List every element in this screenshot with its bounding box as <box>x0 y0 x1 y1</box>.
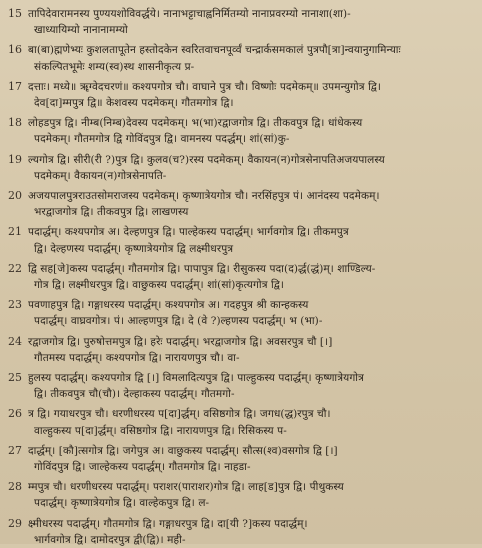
entry-text <box>28 115 476 147</box>
text-line: देव[दा]म्मपुत्र द्वि॥ केशवस्य पदमेकम्। गौतमगोत्र द्वि। <box>34 97 234 110</box>
text-line: संकल्पितभूमेः शम्य(स्व)स्थ शासनीकृत्य प्र- <box>34 60 195 73</box>
inscription-entry <box>8 115 476 147</box>
text-line: क्ष्मीधरस्य पदार्द्धम्। गौतमगोत्र द्वि। गङ्गाधरपुत्र द्वि। दा[यी ?]कस्य पदार्द्धम्। <box>28 517 308 530</box>
inscription-entry <box>8 79 476 111</box>
inscription-entry <box>8 479 476 511</box>
entry-text <box>28 42 476 74</box>
entry-text <box>28 297 476 329</box>
text-line: अजयपालपुत्रराउतसोमराजस्य पदमेकम्। कृष्णात्रेयगोत्र चौ। नरसिंहपुत्र पं। आनंदस्य पदमेकम्। <box>28 190 380 203</box>
entry-text <box>28 334 476 366</box>
text-line: खाध्यायिम्यो नानानामम्यो <box>34 24 128 37</box>
text-line: पदमेकम्। वैकायन(न)गोत्रसेनापति- <box>34 169 167 182</box>
inscription-entry <box>8 152 476 184</box>
text-line: दार्द्धम्। [कौ]त्सगोत्र द्वि। जगेपुत्र अ। वाछुकस्य पदार्द्धम्। सौत्स(श्व)वसगोत्र द्वि [।] <box>28 444 338 457</box>
line-number: 21 <box>8 225 22 239</box>
entry-text <box>28 79 476 111</box>
inscription-entry <box>8 334 476 366</box>
inscription-entry <box>8 42 476 74</box>
line-number: 20 <box>8 189 22 203</box>
line-number: 24 <box>8 334 22 348</box>
inscription-entry <box>8 516 476 548</box>
inscription-entry <box>8 261 476 293</box>
line-number: 28 <box>8 480 22 494</box>
text-line: पदमेकम्। गौतमगोत्र द्वि गोविंदपुत्र द्वि। वामनस्य पदर्द्धम्। शां(सां)कु- <box>34 133 290 146</box>
text-line: द्वि। तीकवपुत्र चौ(चौ)। देल्हाकस्य पदार्द्धम्। गौतमगो- <box>34 388 235 401</box>
text-line: ल्यगोत्र द्वि। सीरी(री ?)पुत्र द्वि। कुलव(च?)रस्य पदमेकम्। वैकायन(न)गोत्रसेनापतिअजयपालस्य <box>28 153 385 166</box>
line-number: 25 <box>8 371 22 385</box>
text-line: द्वि। देल्हणस्य पदार्द्धम्। कृष्णात्रेयगोत्र द्वि लक्ष्मीधरपुत्र <box>34 242 234 255</box>
entry-text <box>28 261 476 293</box>
entry-text <box>28 406 476 438</box>
text-line: हुलस्य पदार्द्धम्। कश्यपगोत्र द्वि [।] विमलादित्यपुत्र द्वि। पाल्हुकस्य पदार्द्धम्। कृष्णात्रेयगोत्र <box>28 372 364 385</box>
line-number: 16 <box>8 43 22 57</box>
entry-text <box>28 516 476 548</box>
inscription-entry <box>8 406 476 438</box>
entry-text <box>28 443 476 475</box>
text-line: लोहडपुत्र द्वि। नीम्ब(निम्ब)देवस्य पदमेकम्। भ(भा)रद्वाजगोत्र द्वि। तीकवपुत्र द्वि। धांधेकस्य <box>28 117 363 130</box>
text-line: गौतमस्य पदार्द्धम्। कश्यपगोत्र द्वि। नारायणपुत्र चौ। वा- <box>34 351 240 364</box>
text-line: भरद्वाजगोत्र द्वि। तीकवपुत्र द्वि। लाखणस्य <box>34 206 189 219</box>
text-line: पदार्द्धम्। वाघ्रवगोत्र। पं। आल्हणपुत्र द्वि। दे (वे ?)ल्हणस्य पदार्द्धम्। भ (भा)- <box>34 315 323 328</box>
line-number: 18 <box>8 116 22 130</box>
text-line: भार्गवगोत्र द्वि। दामोदरपुत्र द्वी(द्वि)। मही- <box>34 533 186 546</box>
text-line: गोत्र द्वि। लक्ष्मीधरपुत्र द्वि। वाछुकस्य पदार्द्धम्। शां(सां)कृत्यगोत्र द्वि। <box>34 279 284 292</box>
line-number: 15 <box>8 7 22 20</box>
inscription-entry <box>8 370 476 402</box>
entry-text <box>28 479 476 511</box>
line-number: 29 <box>8 516 22 530</box>
line-number: 17 <box>8 79 22 93</box>
inscription-entry <box>8 6 476 38</box>
text-line: दत्ताः। मध्ये॥ ॠग्वेदचरणं॥ कश्यपगोत्र चौ। वाघाने पुत्र चौ। विष्णोः पदमेकम्॥ उपमन्युगोत्र द्वि। <box>28 80 382 93</box>
inscription-entry <box>8 224 476 256</box>
text-line: त्र द्वि। गयाधरपुत्र चौ। धरणीधरस्य प[दा]र्द्धम्। वसिष्ठगोत्र द्वि। जगध(द्ध)रपुत्र चौ। <box>28 408 331 421</box>
text-line: द्वि सह[जे]कस्य पदार्द्धम्। गौतमगोत्र द्वि। पापापुत्र द्वि। रीसुकस्य पदा(द)र्द्ध(द्धं)म्। शाण्डिल्य- <box>28 262 376 275</box>
line-number: 27 <box>8 443 22 457</box>
line-number: 26 <box>8 407 22 421</box>
text-line: पवणाहपुत्र द्वि। गङ्गाधरस्य पदार्द्धम्। कश्यपगोत्र अ। गदहपुत्र श्री कान्हकस्य <box>28 299 309 312</box>
inscription-entry <box>8 297 476 329</box>
entry-text <box>28 6 476 38</box>
line-number: 19 <box>8 152 22 166</box>
text-line: तापिदेवारामनस्य पुण्ययशोविवर्द्धये। नानाभट्टाचाह्वनिर्मितम्यो नानाप्रवरम्यो नानाशा(शा)- <box>28 8 351 20</box>
entry-text <box>28 188 476 220</box>
entry-text <box>28 370 476 402</box>
line-number: 22 <box>8 261 22 275</box>
inscription-entry <box>8 443 476 475</box>
text-line: पदार्द्धम्। कश्यपगोत्र अ। देल्हणपुत्र द्वि। पाल्हेकस्य पदार्द्धम्। भार्गवगोत्र द्वि। तीकमपुत्र <box>28 226 349 239</box>
text-line: वाल्हुकस्य प[दा]र्द्धम्। वसिष्ठगोत्र द्वि। नारायणपुत्र द्वि। रिसिकस्य प- <box>34 424 287 437</box>
line-number: 23 <box>8 298 22 312</box>
entry-text <box>28 152 476 184</box>
text-line: पदार्द्धम्। कृष्णात्रेयगोत्र द्वि। वाल्हेकपुत्र द्वि। ल- <box>34 497 210 510</box>
text-line: म्मपुत्र चौ। धरणीधरस्य पदार्द्धम्। पराशर(पाराशर)गोत्र द्वि। लाह[ड]पुत्र द्वि। पीथुकस्य <box>28 481 344 494</box>
entry-text <box>28 224 476 256</box>
text-line: गोविंदपुत्र द्वि। जाल्हेकस्य पदार्द्धम्। गौतमगोत्र द्वि। नाहडा- <box>34 461 251 474</box>
inscription-entry <box>8 188 476 220</box>
text-line: रद्वाजगोत्र द्वि। पुरुषोत्तमपुत्र द्वि। हरेः पदार्द्धम्। भरद्वाजगोत्र द्वि। अवसरपुत्र चौ [।] <box>28 335 333 348</box>
text-line: बा(बा)ह्मणेभ्यः कुशलतापूतेन हस्तोदकेन स्वरितवाचनपूर्व्वं चन्द्रार्कसमकालं पुत्रपौ[त्रा]न्वयानुगामिन्याः <box>28 44 401 57</box>
